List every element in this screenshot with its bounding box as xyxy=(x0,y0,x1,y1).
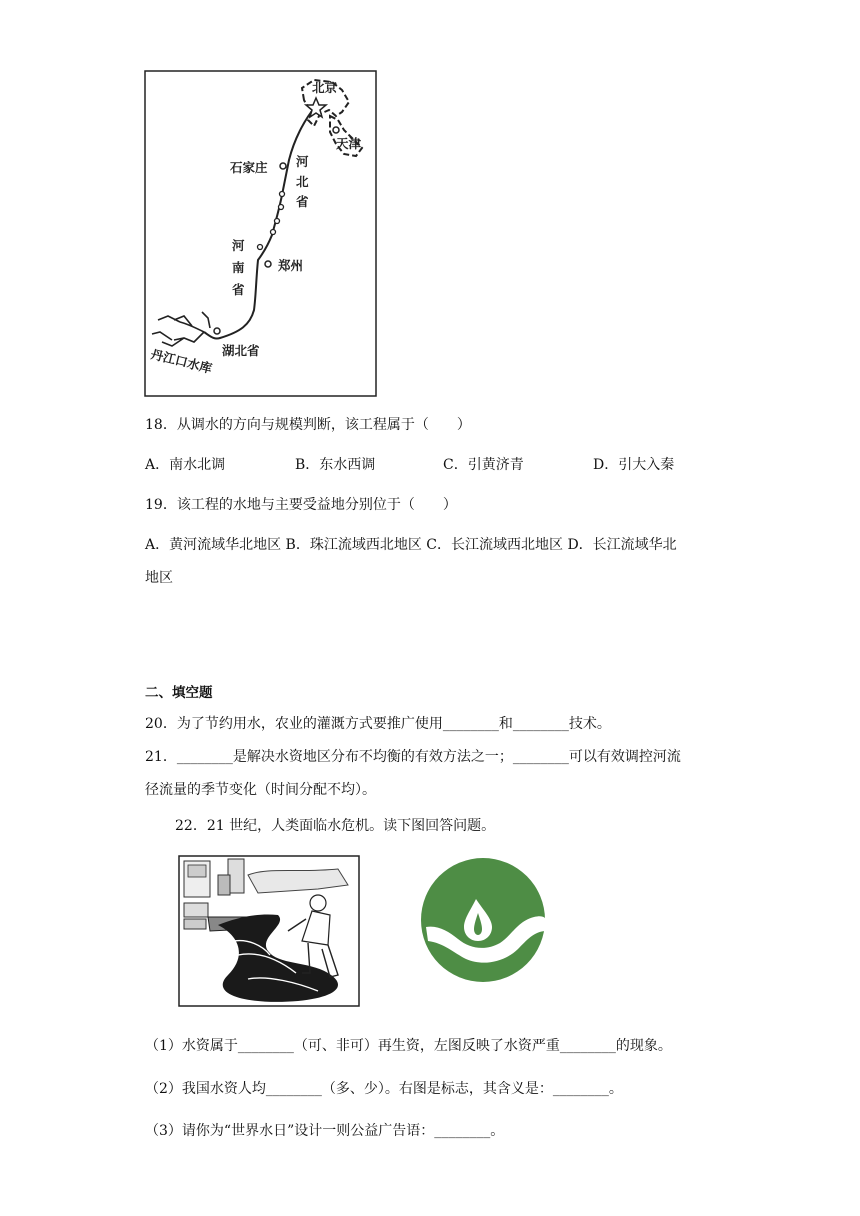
canal-node xyxy=(275,219,280,224)
question-19-options-line1: A．黄河流域华北地区 B．珠江流域西北地区 C．长江流域西北地区 D．长江流域华北 xyxy=(145,537,677,553)
question-22-part-2: （2）我国水资人均________（多、少）。右图是标志，其含义是：________。 xyxy=(145,1081,623,1097)
hubei-label: 湖北省 xyxy=(222,343,260,358)
question-22-stem: 22．21 世纪，人类面临水危机。读下图回答问题。 xyxy=(175,818,496,834)
zhengzhou-label: 郑州 xyxy=(278,258,304,273)
question-18-stem: 18．从调水的方向与规模判断，该工程属于（ ） xyxy=(145,417,471,433)
option-a: A．南水北调 xyxy=(145,457,226,473)
question-22-part-1: （1）水资属于________（可、非可）再生资，左图反映了水资严重________的现象。 xyxy=(145,1038,672,1054)
question-19-options-line2: 地区 xyxy=(145,570,173,586)
hebei-label-1: 河 xyxy=(296,154,309,169)
tianjin-label: 天津 xyxy=(336,136,362,151)
question-22-part-3: （3）请你为“世界水日”设计一则公益广告语：________。 xyxy=(145,1123,505,1139)
hebei-label-3: 省 xyxy=(296,194,309,209)
henan-label-3: 省 xyxy=(232,282,245,297)
canal-node xyxy=(271,230,276,235)
zhengzhou-dot xyxy=(265,261,271,267)
canal-node xyxy=(280,192,285,197)
canal-node xyxy=(279,205,284,210)
south-north-water-transfer-map xyxy=(144,70,378,398)
danjiangkou-label: 丹江口水库 xyxy=(149,346,214,377)
shijiazhuang-label: 石家庄 xyxy=(230,160,268,175)
question-19-stem: 19．该工程的水地与主要受益地分别位于（ ） xyxy=(145,497,457,513)
option-c: C．引黄济青 xyxy=(443,457,524,473)
henan-label-2: 南 xyxy=(232,260,245,275)
shijiazhuang-dot xyxy=(280,163,286,169)
water-saving-logo-icon xyxy=(418,855,548,985)
map-frame xyxy=(145,71,376,396)
option-d: D．引大入秦 xyxy=(593,457,675,473)
option-b: B．东水西调 xyxy=(295,457,376,473)
section-heading-fill-in: 二、填空题 xyxy=(145,685,213,701)
hebei-label-2: 北 xyxy=(296,174,309,189)
henan-label-1: 河 xyxy=(232,238,245,253)
water-pollution-cartoon xyxy=(178,855,360,1007)
question-21-line1: 21．________是解决水资地区分布不均衡的有效方法之一；________可以有效调控河流 xyxy=(145,749,681,765)
beijing-label: 北京 xyxy=(312,80,338,95)
tianjin-dot xyxy=(333,127,339,133)
hubei-node xyxy=(214,328,220,334)
question-20: 20．为了节约用水，农业的灌溉方式要推广使用________和________技术。 xyxy=(145,716,611,732)
question-21-line2: 径流量的季节变化（时间分配不均）。 xyxy=(145,782,376,798)
canal-node xyxy=(258,245,263,250)
